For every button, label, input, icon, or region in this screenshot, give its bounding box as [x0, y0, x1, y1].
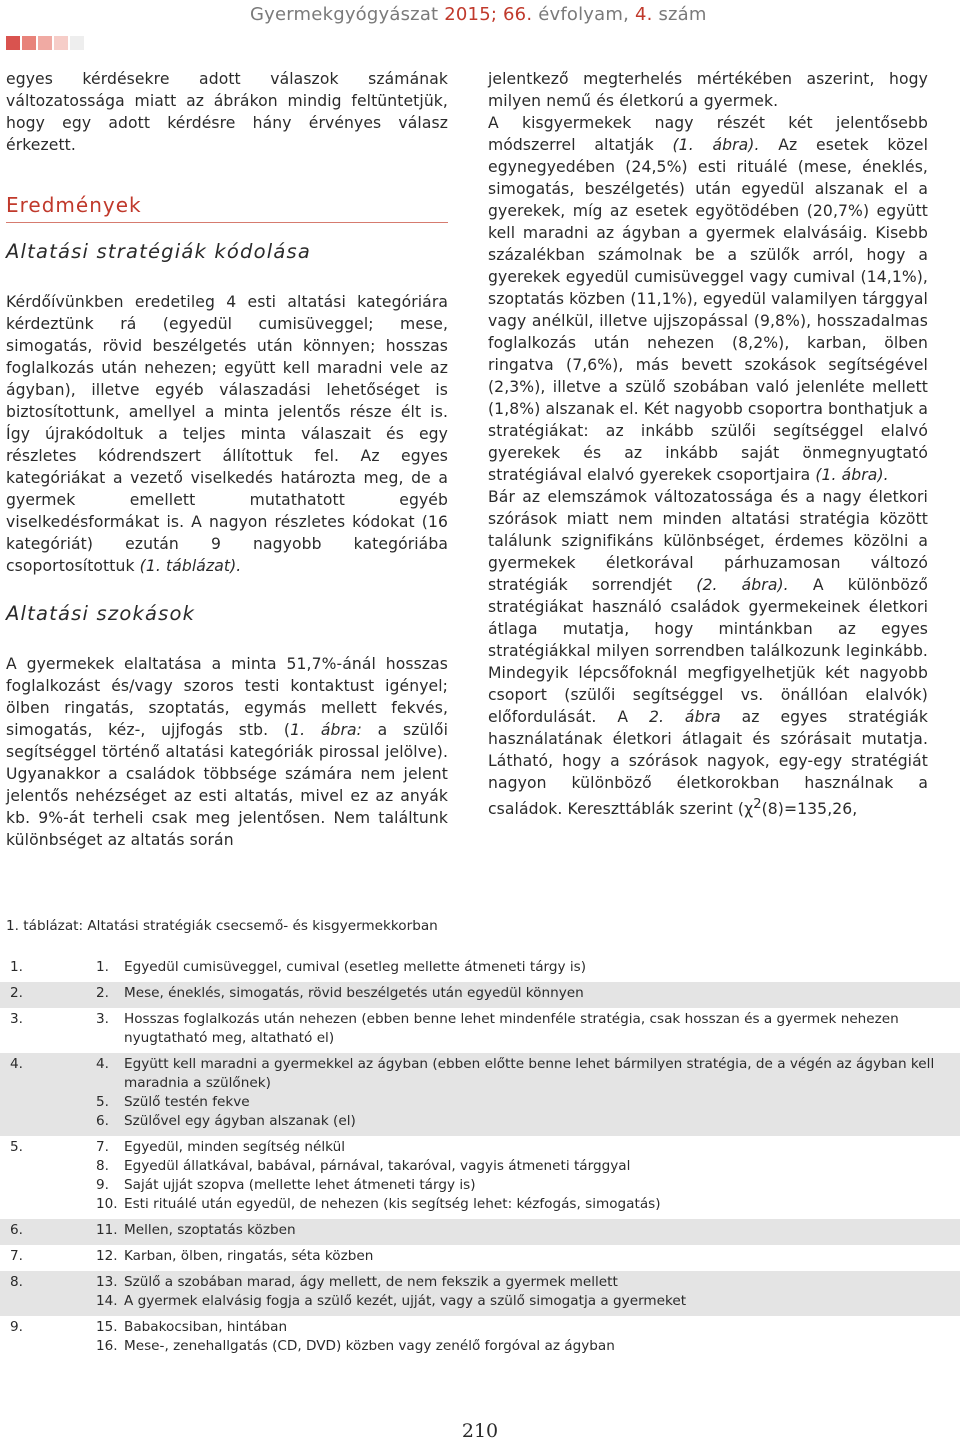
paragraph-text: (8)=135,26,: [761, 800, 858, 819]
strategy-list: [96, 984, 960, 1003]
section-title: Eredmények: [6, 194, 448, 223]
square-2: [22, 36, 36, 50]
group-number: 8.: [10, 1274, 23, 1290]
paragraph: egyes kérdésekre adott válaszok számának változatossága miatt az ábrákon mindig feltüntetjük, hogy egy adott kérdésre hány érvényes válasz érkezett.: [6, 70, 448, 154]
paragraph-text: A kisgyermekek nagy részét két jelentősebb módszerrel altatják: [488, 114, 928, 154]
strategy-item: [96, 1112, 940, 1131]
strategy-code: 5.: [96, 1094, 109, 1110]
paragraph: [488, 486, 928, 820]
running-header: [250, 4, 707, 25]
strategy-item: [96, 1010, 940, 1048]
group-number: 3.: [10, 1011, 23, 1027]
strategy-description: Saját ujját szopva (mellette lehet átmeneti tárgy is): [124, 1177, 476, 1193]
paragraph: jelentkező megterhelés mértékében aszerint, hogy milyen nemű és életkorú a gyermek.: [488, 70, 928, 110]
strategy-list: [96, 958, 960, 977]
subsection-title: Altatási szokások: [6, 602, 196, 625]
strategy-list: [96, 1138, 960, 1214]
paragraph-text: Az esetek közel egynegyedében (24,5%) esti rituálé (mese, éneklés, simogatás, beszélgetés) után egyedül alszanak el a gyerekek, míg az esetek egyötödében (20,7%) együtt kell maradni az ágyban a gyermek elalvásáig. Kisebb százalékban számolnak be a szülők arról, hogy a gyerekek egyedül cumisüveggel vagy cumival (14,1%), szoptatás közben (11,1%), egyedül valamilyen tárggyal vagy anélkül, illetve ujjszopással (9,8%), hosszadalmas foglalkozás után nehezen (8,2%), karban, ölben ringatva (7,6%), más bevett szokások segítségével (2,3%), illetve a szülő szobában való jelenléte mellett (1,8%) alszanak el. Két nagyobb csoportra bonthatjuk a stratégiákat: az inkább szülői segítséggel elalvó gyerekek és az inkább saját önmegnyugtató stratégiával elalvó gyerekek csoportjaira: [488, 136, 929, 484]
strategy-item: [96, 1292, 940, 1311]
paragraph-text: A gyermekek elaltatása a minta 51,7%-ánál hosszas foglalkozást és/vagy szoros testi kontaktust igényel; ölben ringatás, szoptatás, egymás mellett fekvés, simogatás, kéz-, ujjfogás stb. (: [6, 655, 448, 739]
strategy-code: 11.: [96, 1222, 118, 1238]
strategy-code: 12.: [96, 1248, 118, 1264]
paragraph-text: Kérdőívünkben eredetileg 4 esti altatási kategóriára kérdeztünk rá (egyedül cumisüveggel; mese, simogatás, rövid beszélgetés után könnyen; hosszas foglalkozás után nehezen; együtt kell maradni vele az ágyban), illetve egyéb válaszadási lehetőséget is biztosítottunk, amellyel a minta jelentős része élt is. Így újrakódoltuk a teljes minta válaszait és egy részletes kódrendszert állítottuk fel. Az egyes kategóriákat a vezető viselkedés határozta meg, de a gyermek emellett mutathatott egyéb viselkedésformákat is. A nagyon részletes kódokat (16 kategóriát) ezután 9 nagyobb kategóriába csoportosítottuk: [6, 293, 448, 575]
figure-reference: (2. ábra).: [696, 576, 789, 594]
table-row: [0, 1136, 960, 1219]
figure-reference: 1. ábra:: [290, 721, 362, 739]
table-row: [0, 1245, 960, 1271]
superscript: 2: [753, 797, 762, 812]
strategy-item: [96, 1055, 940, 1093]
strategy-code: 8.: [96, 1158, 109, 1174]
strategy-description: Mese, éneklés, simogatás, rövid beszélgetés után egyedül könnyen: [124, 985, 584, 1001]
group-number: 6.: [10, 1222, 23, 1238]
figure-reference: (1. ábra).: [815, 466, 889, 484]
paragraph: [6, 653, 448, 851]
strategy-list: [96, 1247, 960, 1266]
strategy-item: [96, 1247, 940, 1266]
strategy-item: [96, 1157, 940, 1176]
journal-volume: 66.: [503, 4, 533, 25]
table-row: [0, 982, 960, 1008]
strategy-code: 1.: [96, 959, 109, 975]
journal-issue-label: szám: [658, 4, 707, 25]
strategy-description: Mese-, zenehallgatás (CD, DVD) közben vagy zenélő forgóval az ágyban: [124, 1338, 615, 1354]
strategy-code: 7.: [96, 1139, 109, 1155]
strategy-code: 6.: [96, 1113, 109, 1129]
strategy-item: [96, 1093, 940, 1112]
table-row: [0, 956, 960, 982]
journal-issue: 4.: [634, 4, 653, 25]
strategy-description: Mellen, szoptatás közben: [124, 1222, 296, 1238]
journal-volume-label: évfolyam,: [538, 4, 630, 25]
square-1: [6, 36, 20, 50]
paragraph-text: Bár az elemszámok változatossága és a nagy életkori szórások miatt nem minden altatási stratégia között találunk szignifikáns különbséget, érdemes közölni a gyermekek életkorával párhuzamosan változó stratégiák sorrendjét: [488, 488, 928, 594]
group-number: 2.: [10, 985, 23, 1001]
strategy-code: 14.: [96, 1293, 118, 1309]
table-reference: (1. táblázat).: [139, 557, 242, 575]
strategy-code: 4.: [96, 1056, 109, 1072]
strategy-description: Szülő testén fekve: [124, 1094, 250, 1110]
strategy-description: Egyedül, minden segítség nélkül: [124, 1139, 346, 1155]
strategy-item: [96, 1176, 940, 1195]
strategy-description: Hosszas foglalkozás után nehezen (ebben benne lehet mindenféle stratégia, csak hosszan és a gyermek nehezen nyugtatható meg, altatható el): [124, 1011, 899, 1046]
square-4: [54, 36, 68, 50]
group-number: 1.: [10, 959, 23, 975]
table-row: [0, 1271, 960, 1316]
strategy-item: [96, 1337, 940, 1356]
square-5: [70, 36, 84, 50]
strategy-description: Esti rituálé után egyedül, de nehezen (kis segítség lehet: kézfogás, simogatás): [124, 1196, 661, 1212]
strategy-item: [96, 1221, 940, 1240]
strategy-list: [96, 1318, 960, 1356]
page-number: 210: [461, 1420, 499, 1442]
strategy-list: [96, 1273, 960, 1311]
group-number: 4.: [10, 1056, 23, 1072]
decorative-squares: [6, 36, 84, 50]
strategy-item: [96, 1318, 940, 1337]
strategy-code: 2.: [96, 985, 109, 1001]
strategy-description: Babakocsiban, hintában: [124, 1319, 288, 1335]
strategy-description: Együtt kell maradni a gyermekkel az ágyban (ebben előtte benne lehet bármilyen stratégia, de a végén az ágyban kell maradnia a szülőnek): [124, 1056, 935, 1091]
table-row: [0, 1053, 960, 1136]
right-column: [488, 68, 928, 820]
strategy-description: Szülő a szobában marad, ágy mellett, de nem fekszik a gyermek mellett: [124, 1274, 618, 1290]
journal-year: 2015;: [444, 4, 498, 25]
figure-reference: 2. ábra: [648, 708, 721, 726]
strategy-item: [96, 1138, 940, 1157]
table-row: [0, 1008, 960, 1053]
paragraph-text: a szülői segítséggel történő altatási kategóriák pirossal jelölve). Ugyanakkor a családok többsége számára nem jelent jelentős nehézséget az esti altatás, mivel ez az anyák kb. 9%-át terheli csak meg jelentősen. Nem találtunk különbséget az altatás során: [6, 721, 448, 849]
strategy-table: [0, 956, 960, 1361]
figure-reference: (1. ábra).: [672, 136, 760, 154]
square-3: [38, 36, 52, 50]
paragraph-text: A különböző stratégiákat használó családok gyermekeinek életkori átlaga mutatja, hogy mintánkban az egyes stratégiákkal milyen sorrendben találkozunk leginkább. Mindegyik lépcsőfoknál megfigyelhetjük két nagyobb csoport (szülői segítséggel vs. önállóan elalvók) előfordulását. A: [488, 576, 928, 726]
paragraph: [488, 112, 928, 486]
strategy-description: Egyedül állatkával, babával, párnával, takaróval, vagyis átmeneti tárggyal: [124, 1158, 631, 1174]
group-number: 9.: [10, 1319, 23, 1335]
strategy-code: 13.: [96, 1274, 118, 1290]
table-row: [0, 1219, 960, 1245]
strategy-code: 9.: [96, 1177, 109, 1193]
journal-name: Gyermekgyógyászat: [250, 4, 439, 25]
strategy-item: [96, 1273, 940, 1292]
strategy-description: Karban, ölben, ringatás, séta közben: [124, 1248, 374, 1264]
strategy-code: 3.: [96, 1011, 109, 1027]
left-column: [6, 68, 448, 851]
strategy-code: 16.: [96, 1338, 118, 1354]
group-number: 5.: [10, 1139, 23, 1155]
strategy-item: [96, 984, 940, 1003]
strategy-list: [96, 1010, 960, 1048]
table-caption: 1. táblázat: Altatási stratégiák csecsemő- és kisgyermekkorban: [6, 918, 438, 934]
strategy-item: [96, 1195, 940, 1214]
strategy-description: Egyedül cumisüveggel, cumival (esetleg mellette átmeneti tárgy is): [124, 959, 587, 975]
strategy-list: [96, 1055, 960, 1131]
strategy-description: A gyermek elalvásig fogja a szülő kezét, ujját, vagy a szülő simogatja a gyermeket: [124, 1293, 687, 1309]
group-number: 7.: [10, 1248, 23, 1264]
strategy-code: 15.: [96, 1319, 118, 1335]
strategy-description: Szülővel egy ágyban alszanak (el): [124, 1113, 356, 1129]
subsection-title: Altatási stratégiák kódolása: [6, 240, 311, 263]
strategy-item: [96, 958, 940, 977]
paragraph-text: az egyes stratégiák használatának életkori átlagait és szórásait mutatja. Látható, hogy a szórások nagyok, egy-egy stratégiát nagyon különböző életkorokban használnak a családok. Kereszttáblák szerint (χ: [488, 708, 928, 819]
strategy-list: [96, 1221, 960, 1240]
paragraph: [6, 291, 448, 577]
strategy-code: 10.: [96, 1196, 118, 1212]
table-row: [0, 1316, 960, 1361]
